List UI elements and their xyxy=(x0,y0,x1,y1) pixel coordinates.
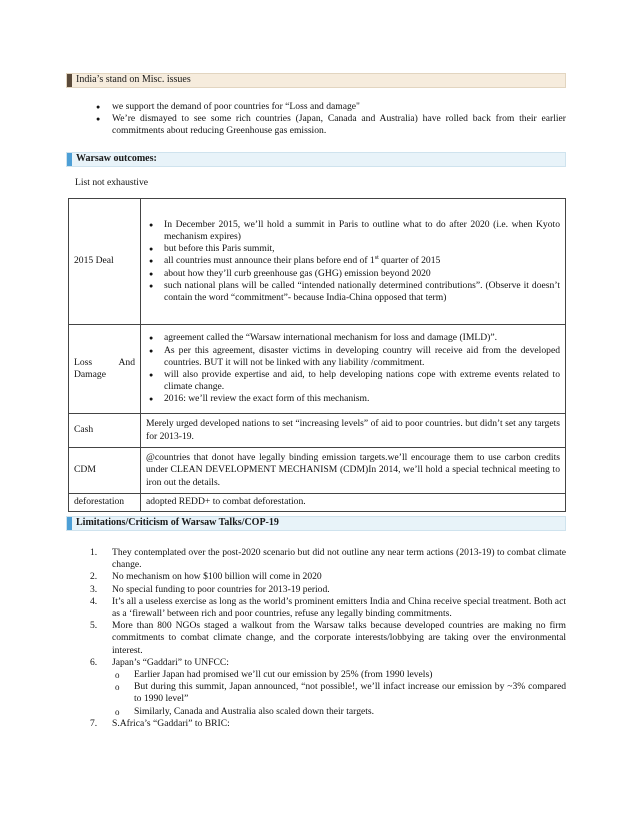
item-text: More than 800 NGOs staged a walkout from the Warsaw talks because developed countries are making no firm commitments to combat climate change, and the corporate interests/lobbying are taking over the environmental interest. xyxy=(112,620,566,656)
item-text: No special funding to poor countries for 2013-19 period. xyxy=(112,583,330,595)
section-marker xyxy=(67,153,72,166)
list-item xyxy=(90,547,566,571)
limitations-list xyxy=(90,547,566,730)
sub-list-item: o But during this summit, Japan announced, “not possible!, we’ll infact increase our emission by ~3% compared to 1990 level” xyxy=(112,681,566,705)
superscript: st xyxy=(374,255,379,262)
item-number: 3. xyxy=(90,583,98,595)
sub-list xyxy=(112,669,566,718)
list-item: ● In December 2015, we’ll hold a summit in Paris to outline what to do after 2020 (i.e. when Kyoto mechanism expires) xyxy=(146,219,560,243)
item-text: Japan’s “Gaddari” to UNFCC: xyxy=(112,656,229,668)
list-item xyxy=(90,657,566,718)
row-key: deforestation xyxy=(69,494,141,512)
list-item: ● agreement called the “Warsaw international mechanism for loss and damage (IMLD)”. xyxy=(146,332,560,344)
misc-bullet-list xyxy=(92,101,566,138)
list-item: ● will also provide expertise and aid, to help developing nations cope with extreme events related to climate change. xyxy=(146,369,560,393)
item-text: They contemplated over the post-2020 scenario but did not outline any near term actions (2013-19) to combat climate change. xyxy=(112,547,566,571)
note-text: List not exhaustive xyxy=(75,177,149,188)
item-number: 6. xyxy=(90,656,98,668)
section-title-misc: India’s stand on Misc. issues xyxy=(76,74,191,86)
list-item-text: all countries must announce their plans before end of 1 xyxy=(164,255,375,267)
row-key: CDM xyxy=(69,448,141,494)
item-text: S.Africa’s “Gaddari” to BRIC: xyxy=(112,717,230,729)
section-title-limitations: Limitations/Criticism of Warsaw Talks/COP-19 xyxy=(76,517,279,529)
section-marker xyxy=(67,517,72,530)
list-item: ● such national plans will be called “intended nationally determined contributions”. (Observe it doesn’t contain the word “commitment”- because India-China opposed that term) xyxy=(146,280,560,304)
item-number: 7. xyxy=(90,717,98,729)
list-item: ● We’re dismayed to see some rich countries (Japan, Canada and Australia) have rolled back from their earlier commitments about reducing Greenhouse gas emission. xyxy=(92,113,566,137)
item-number: 2. xyxy=(90,571,98,583)
list-item xyxy=(90,571,566,583)
list-item: ● As per this agreement, disaster victims in developing country will receive aid from the developed countries. BUT it will not be linked with any liability /commitment. xyxy=(146,345,560,369)
list-item xyxy=(146,255,560,267)
item-text: It’s all a useless exercise as long as the world’s prominent emitters India and China receive special treatment. Both act as a ‘firewall’ between rich and poor countries, refuse any legally binding commitments. xyxy=(112,595,566,620)
row-value xyxy=(141,199,566,325)
item-text: No mechanism on how $100 billion will come in 2020 xyxy=(112,571,322,583)
row-key xyxy=(69,325,141,414)
row-value: adopted REDD+ to combat deforestation. xyxy=(141,494,566,512)
list-item xyxy=(90,620,566,657)
list-item xyxy=(90,584,566,596)
list-item: ● we support the demand of poor countries for “Loss and damage" xyxy=(92,101,566,113)
row-value xyxy=(141,325,566,414)
list-item-tail: quarter of 2015 xyxy=(378,255,441,267)
row-key-word: Damage xyxy=(74,369,106,380)
row-key: Cash xyxy=(69,414,141,448)
list-item xyxy=(90,718,566,730)
row-key: 2015 Deal xyxy=(69,199,141,325)
row-value: @countries that donot have legally binding emission targets.we’ll encourage them to use carbon credits under CLEAN DEVELOPMENT MECHANISM (CDM)In 2014, we’ll hold a special technical meeting to iron out the details. xyxy=(141,448,566,494)
section-title-warsaw: Warsaw outcomes: xyxy=(76,153,157,165)
section-marker xyxy=(67,74,72,87)
row-key-word: Loss xyxy=(74,356,93,368)
section-header-limitations xyxy=(66,516,566,531)
table-row xyxy=(69,414,566,448)
table-row xyxy=(69,199,566,325)
sub-list-item: o Similarly, Canada and Australia also scaled down their targets. xyxy=(112,706,566,718)
list-item: ● 2016: we’ll review the exact form of this mechanism. xyxy=(146,393,560,405)
row-key-word: And xyxy=(118,356,135,368)
table-row xyxy=(69,494,566,512)
table-row xyxy=(69,325,566,414)
section-header-warsaw xyxy=(66,152,566,167)
table-row xyxy=(69,448,566,494)
item-number: 5. xyxy=(90,620,98,632)
section-header-misc xyxy=(66,73,566,88)
row-value: Merely urged developed nations to set “increasing levels” of aid to poor countries. but didn’t set any targets for 2013-19. xyxy=(141,414,566,448)
sub-list-item: o Earlier Japan had promised we’ll cut our emission by 25% (from 1990 levels) xyxy=(112,669,566,681)
list-item: ● but before this Paris summit, xyxy=(146,243,560,255)
warsaw-outcomes-table xyxy=(68,198,566,512)
list-item: ● about how they’ll curb greenhouse gas (GHG) emission beyond 2020 xyxy=(146,268,560,280)
list-item xyxy=(90,596,566,620)
item-number: 1. xyxy=(90,547,98,558)
item-number: 4. xyxy=(90,595,98,607)
